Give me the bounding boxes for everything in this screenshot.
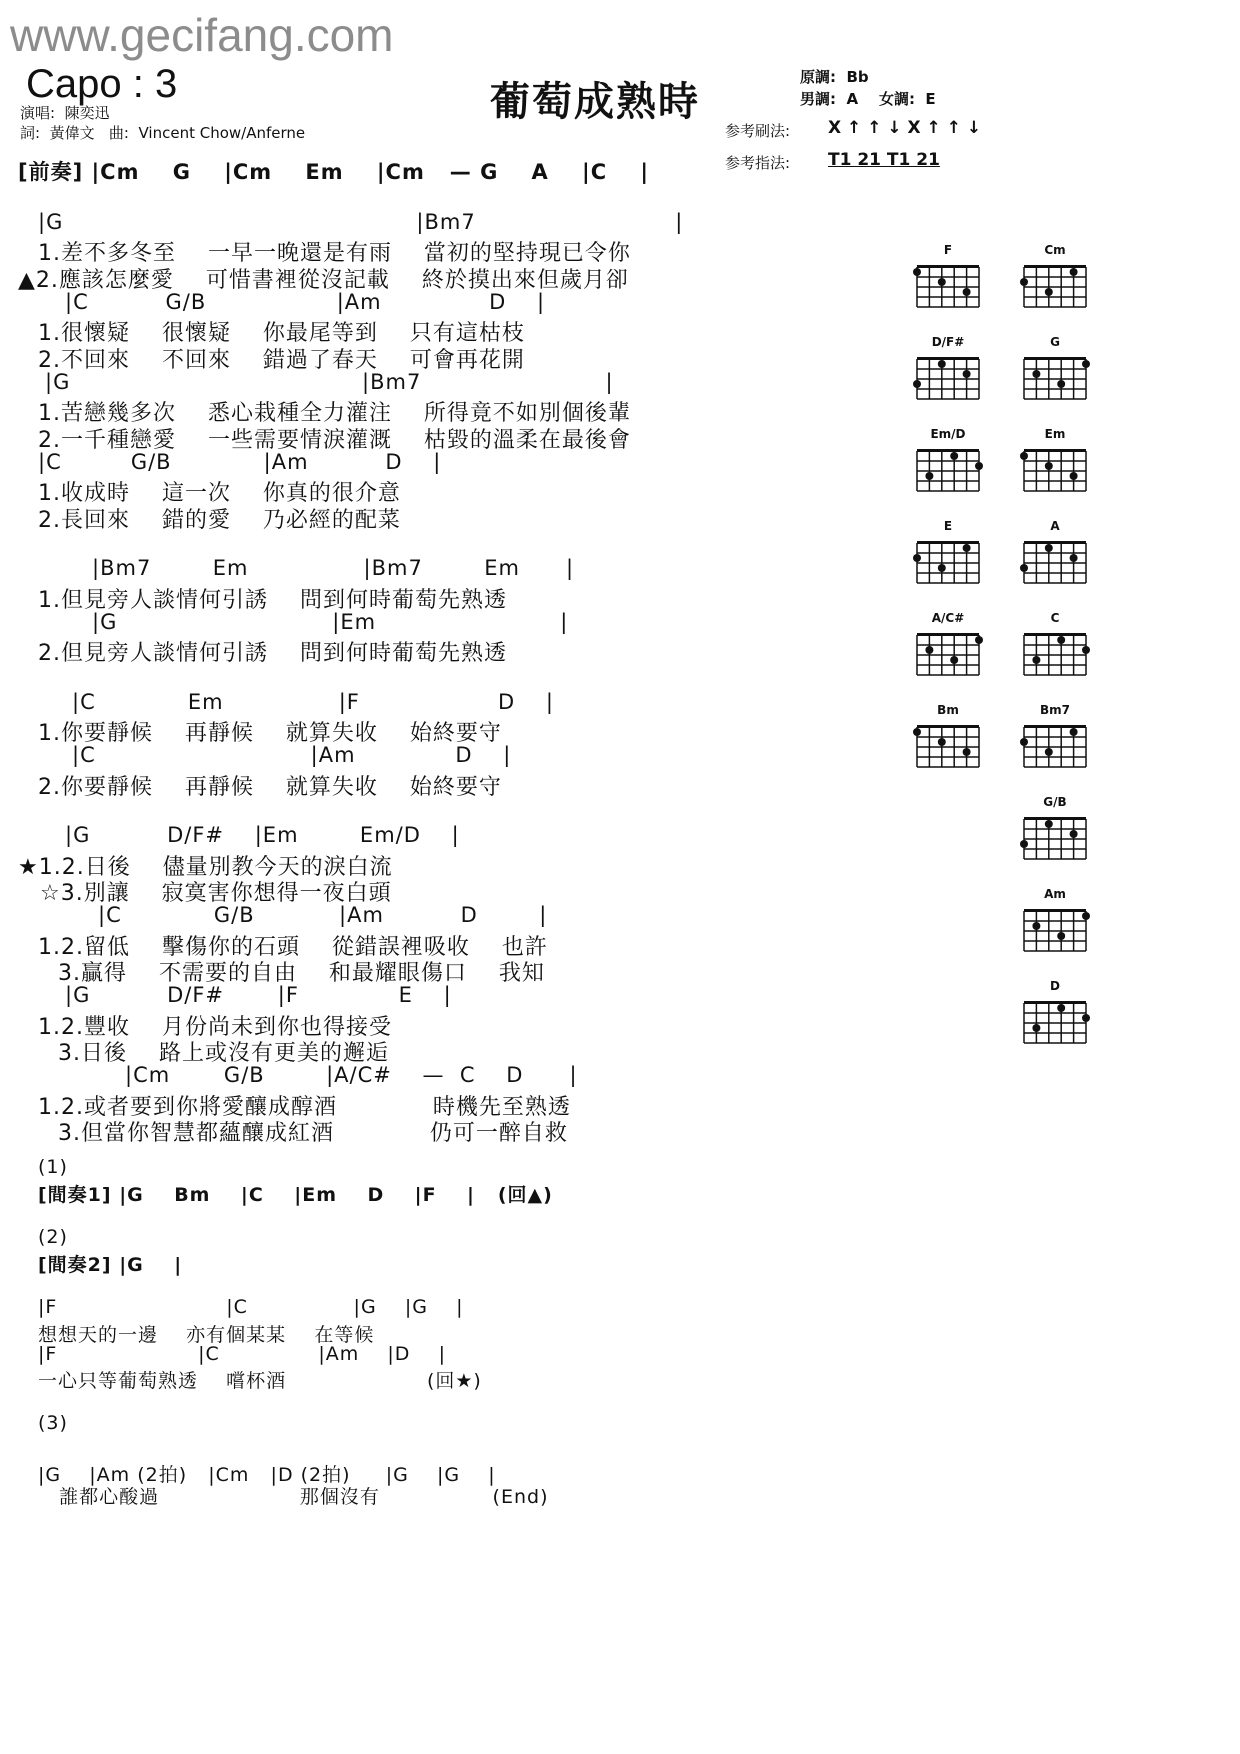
chord-diagram bbox=[1020, 611, 1110, 681]
section-line: |F |C |G |G | bbox=[38, 1296, 464, 1318]
finger-dot bbox=[950, 452, 958, 460]
finger-dot bbox=[1020, 738, 1028, 746]
finger-dot bbox=[1032, 922, 1040, 930]
chord-diagram bbox=[913, 335, 1003, 405]
finger-dot bbox=[1082, 1014, 1090, 1022]
chord-diagram bbox=[1020, 519, 1110, 589]
chord-name: G bbox=[1050, 335, 1060, 349]
pick-pattern: T1 21 T1 21 bbox=[828, 150, 940, 170]
lyric-line: 1.但見旁人談情何引誘 問到何時葡萄先熟透 bbox=[38, 588, 507, 613]
finger-dot bbox=[1070, 472, 1078, 480]
original-key: 原調: Bb bbox=[800, 68, 869, 86]
fretboard-grid bbox=[1020, 441, 1092, 497]
watermark: www.gecifang.com bbox=[10, 9, 394, 61]
lyric-line: 1.收成時 這一次 你真的很介意 bbox=[38, 481, 401, 506]
chord-name: Cm bbox=[1044, 243, 1066, 257]
chord-name: D/F# bbox=[931, 335, 965, 349]
intro-line: [前奏] |Cm G |Cm Em |Cm — G A |C | bbox=[18, 160, 650, 184]
chord-line: |G D/F# |F E | bbox=[65, 983, 452, 1007]
lyric-line: 1.差不多冬至 一早一晚還是有雨 當初的堅持現已令你 bbox=[38, 241, 631, 266]
lyric-line: ▲2.應該怎麼愛 可惜書裡從沒記載 終於摸出來但歲月卻 bbox=[18, 268, 629, 293]
lyric-line: 1.很懷疑 很懷疑 你最尾等到 只有這枯枝 bbox=[38, 321, 525, 346]
chord-diagram bbox=[913, 703, 1003, 773]
chord-line: |G |Bm7 | bbox=[38, 210, 684, 234]
chord-line: |Cm G/B |A/C# — C D | bbox=[125, 1063, 578, 1087]
fretboard-grid bbox=[913, 717, 985, 773]
finger-dot bbox=[950, 656, 958, 664]
finger-dot bbox=[963, 544, 971, 552]
chord-line: |Bm7 Em |Bm7 Em | bbox=[92, 556, 575, 580]
chord-diagram bbox=[913, 611, 1003, 681]
finger-dot bbox=[1070, 728, 1078, 736]
lyric-line: ☆3.別讓 寂寞害你想得一夜白頭 bbox=[40, 881, 392, 906]
chord-line: |C Em |F D | bbox=[72, 690, 554, 714]
lyric-line: ★1.2.日後 儘量別教今天的淚白流 bbox=[18, 855, 393, 880]
finger-dot bbox=[1032, 656, 1040, 664]
chord-name: F bbox=[943, 243, 953, 257]
strum-label: 参考刷法: bbox=[725, 122, 791, 140]
male-female-key: 男調: A 女調: E bbox=[800, 90, 936, 108]
chord-name: Bm7 bbox=[1040, 703, 1070, 717]
section-line: [間奏1] |G Bm |C |Em D |F | (回▲) bbox=[38, 1184, 553, 1206]
fretboard-grid bbox=[913, 349, 985, 405]
fretboard-grid bbox=[1020, 809, 1092, 865]
finger-dot bbox=[1020, 278, 1028, 286]
chord-name: A bbox=[1050, 519, 1060, 533]
chord-name: C bbox=[1050, 611, 1060, 625]
section-line: [間奏2] |G | bbox=[38, 1254, 183, 1276]
chord-diagram bbox=[1020, 335, 1110, 405]
finger-dot bbox=[1045, 820, 1053, 828]
finger-dot bbox=[925, 646, 933, 654]
fretboard-grid bbox=[913, 625, 985, 681]
chord-diagram bbox=[1020, 703, 1110, 773]
chord-line: |C |Am D | bbox=[72, 743, 512, 767]
chord-line: |G D/F# |Em Em/D | bbox=[65, 823, 460, 847]
lyric-line: 2.但見旁人談情何引誘 問到何時葡萄先熟透 bbox=[38, 641, 507, 666]
chord-line: |G |Bm7 | bbox=[45, 370, 614, 394]
lyric-line: 3.日後 路上或沒有更美的邂逅 bbox=[58, 1041, 389, 1066]
finger-dot bbox=[1057, 1004, 1065, 1012]
chord-line: |C G/B |Am D | bbox=[65, 290, 546, 314]
chord-name: E bbox=[943, 519, 953, 533]
finger-dot bbox=[938, 360, 946, 368]
fretboard-grid bbox=[1020, 717, 1092, 773]
section-line: (3) bbox=[38, 1412, 68, 1434]
finger-dot bbox=[975, 636, 983, 644]
finger-dot bbox=[1045, 462, 1053, 470]
finger-dot bbox=[1082, 360, 1090, 368]
section-line: |G |Am (2拍) |Cm |D (2拍) |G |G | bbox=[38, 1464, 496, 1486]
fretboard-grid bbox=[1020, 349, 1092, 405]
song-title: 葡萄成熟時 bbox=[490, 79, 700, 125]
lyric-line: 1.2.留低 擊傷你的石頭 從錯誤裡吸收 也許 bbox=[38, 935, 548, 960]
finger-dot bbox=[938, 738, 946, 746]
fretboard-grid bbox=[1020, 257, 1092, 313]
finger-dot bbox=[1057, 380, 1065, 388]
section-line: (2) bbox=[38, 1226, 68, 1248]
chord-line: |C G/B |Am D | bbox=[98, 903, 548, 927]
credits-line: 詞: 黃偉文 曲: Vincent Chow/Anferne bbox=[20, 124, 306, 142]
finger-dot bbox=[1057, 932, 1065, 940]
fretboard-grid bbox=[1020, 625, 1092, 681]
fretboard-grid bbox=[1020, 993, 1092, 1049]
chord-line: |C G/B |Am D | bbox=[38, 450, 442, 474]
lyric-line: 3.贏得 不需要的自由 和最耀眼傷口 我知 bbox=[58, 961, 545, 986]
finger-dot bbox=[938, 278, 946, 286]
lyric-line: 1.2.豐收 月份尚未到你也得接受 bbox=[38, 1015, 392, 1040]
section-line: 想想天的一邊 亦有個某某 在等候 bbox=[38, 1324, 375, 1346]
finger-dot bbox=[1070, 830, 1078, 838]
chord-diagram bbox=[1020, 427, 1110, 497]
chord-name: Am bbox=[1044, 887, 1066, 901]
finger-dot bbox=[1045, 748, 1053, 756]
chord-diagram bbox=[1020, 887, 1110, 957]
finger-dot bbox=[1032, 370, 1040, 378]
chord-diagram bbox=[1020, 979, 1110, 1049]
finger-dot bbox=[1082, 912, 1090, 920]
lyric-line: 2.長回來 錯的愛 乃必經的配菜 bbox=[38, 508, 401, 533]
finger-dot bbox=[925, 472, 933, 480]
finger-dot bbox=[1082, 646, 1090, 654]
chord-diagram bbox=[1020, 243, 1110, 313]
chord-diagram bbox=[913, 519, 1003, 589]
finger-dot bbox=[1020, 840, 1028, 848]
section-line: 一心只等葡萄熟透 嚐杯酒 (回★) bbox=[38, 1370, 482, 1392]
finger-dot bbox=[1045, 288, 1053, 296]
finger-dot bbox=[1020, 452, 1028, 460]
finger-dot bbox=[963, 748, 971, 756]
section-line: |F |C |Am |D | bbox=[38, 1343, 446, 1365]
lyric-line: 1.2.或者要到你將愛釀成醇酒 時機先至熟透 bbox=[38, 1095, 571, 1120]
fretboard-grid bbox=[913, 257, 985, 313]
capo-label: Capo : 3 bbox=[26, 62, 178, 106]
finger-dot bbox=[1070, 554, 1078, 562]
finger-dot bbox=[913, 554, 921, 562]
lyric-line: 2.一千種戀愛 一些需要情淚灌溉 枯毀的溫柔在最後會 bbox=[38, 428, 631, 453]
chord-name: D bbox=[1050, 979, 1060, 993]
lyric-line: 1.你要靜候 再靜候 就算失收 始終要守 bbox=[38, 721, 502, 746]
fretboard-grid bbox=[913, 533, 985, 589]
section-line: (1) bbox=[38, 1156, 68, 1178]
section-line: 誰都心酸過 那個沒有 (End) bbox=[38, 1486, 549, 1508]
finger-dot bbox=[913, 728, 921, 736]
finger-dot bbox=[1032, 1024, 1040, 1032]
finger-dot bbox=[913, 380, 921, 388]
finger-dot bbox=[963, 370, 971, 378]
finger-dot bbox=[1057, 636, 1065, 644]
finger-dot bbox=[938, 564, 946, 572]
chord-name: Em bbox=[1044, 427, 1066, 441]
strum-pattern: X ↑ ↑ ↓ X ↑ ↑ ↓ bbox=[828, 118, 982, 138]
lyric-line: 1.苦戀幾多次 悉心栽種全力灌注 所得竟不如別個後輩 bbox=[38, 401, 631, 426]
fretboard-grid bbox=[1020, 901, 1092, 957]
chord-name: A/C# bbox=[931, 611, 965, 625]
lyric-line: 2.你要靜候 再靜候 就算失收 始終要守 bbox=[38, 775, 502, 800]
finger-dot bbox=[975, 462, 983, 470]
chord-name: Em/D bbox=[930, 427, 966, 441]
fretboard-grid bbox=[1020, 533, 1092, 589]
chord-name: G/B bbox=[1043, 795, 1067, 809]
chord-diagram bbox=[913, 427, 1003, 497]
finger-dot bbox=[963, 288, 971, 296]
lyric-line: 2.不回來 不回來 錯過了春天 可會再花開 bbox=[38, 348, 525, 373]
lyric-line: 3.但當你智慧都蘊釀成紅酒 仍可一醉自救 bbox=[58, 1121, 568, 1146]
chord-name: Bm bbox=[937, 703, 959, 717]
chord-line: |G |Em | bbox=[92, 610, 569, 634]
singer-line: 演唱: 陳奕迅 bbox=[20, 104, 110, 122]
finger-dot bbox=[1020, 564, 1028, 572]
pick-label: 参考指法: bbox=[725, 154, 791, 172]
chord-diagram bbox=[1020, 795, 1110, 865]
finger-dot bbox=[913, 268, 921, 276]
chord-diagram bbox=[913, 243, 1003, 313]
fretboard-grid bbox=[913, 441, 985, 497]
finger-dot bbox=[1070, 268, 1078, 276]
finger-dot bbox=[1045, 544, 1053, 552]
